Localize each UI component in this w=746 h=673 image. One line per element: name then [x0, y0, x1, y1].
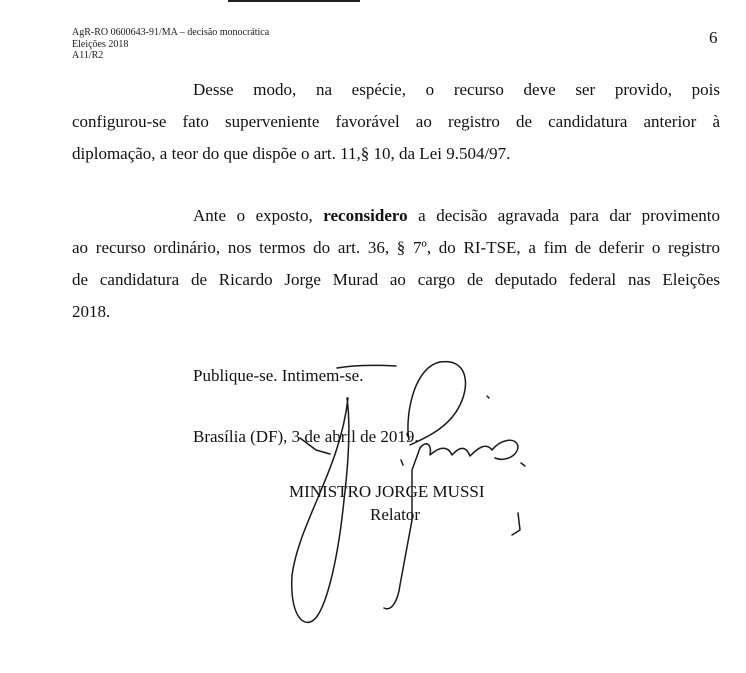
minister-role: Relator: [370, 505, 421, 524]
paragraph-line: ao recurso ordinário, nos termos do art. 36, § 7º, do RI-TSE, a fim de deferir o registro: [72, 238, 720, 257]
paragraph-conclusion: [72, 74, 720, 170]
publish-notice: Publique-se. Intimem-se.: [193, 366, 364, 385]
document-code: A11/R2: [72, 50, 104, 61]
minister-name: MINISTRO JORGE MUSSI: [289, 482, 485, 501]
text-run: a decisão agravada para dar provimento: [407, 206, 720, 225]
document-header: [72, 27, 269, 62]
page-number: 6: [709, 28, 718, 47]
bold-keyword: reconsidero: [323, 206, 408, 225]
text-run: Ante o exposto,: [193, 206, 324, 225]
place-date: Brasília (DF), 3 de abril de 2019.: [193, 427, 419, 446]
paragraph-line: [72, 200, 720, 232]
paragraph-line: 2018.: [72, 302, 111, 321]
case-number: AgR-RO 0600643-91/MA – decisão monocrática: [72, 27, 270, 38]
paragraph-line: diplomação, a teor do que dispõe o art. 11,§ 10, da Lei 9.504/97.: [72, 144, 511, 163]
paragraph-line: configurou-se fato superveniente favorável ao registro de candidatura anterior à: [72, 112, 720, 131]
election-label: Eleições 2018: [72, 38, 129, 50]
paragraph-line: Desse modo, na espécie, o recurso deve ser provido, pois: [193, 80, 720, 99]
paragraph-decision: [72, 200, 720, 328]
top-edge-line: [228, 0, 360, 2]
paragraph-line: de candidatura de Ricardo Jorge Murad ao cargo de deputado federal nas Eleições: [72, 270, 720, 289]
